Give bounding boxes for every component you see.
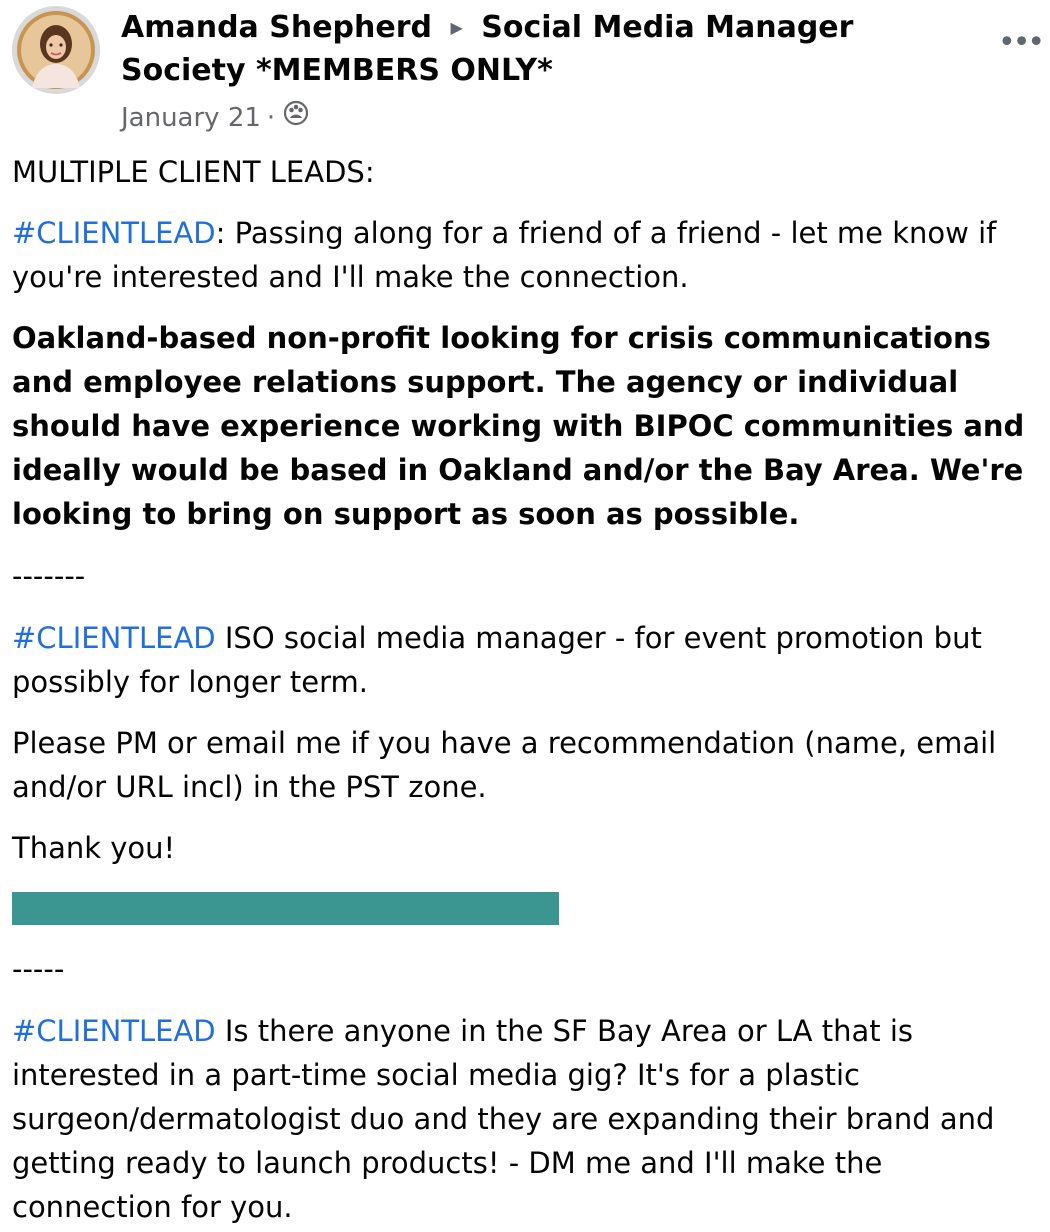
lead-2-instructions: Please PM or email me if you have a recommendation (name, email and/or URL incl) in the PST zone. bbox=[12, 726, 997, 804]
post-header bbox=[0, 0, 1050, 140]
redacted-contact-bar bbox=[12, 892, 559, 925]
more-options-icon[interactable]: ••• bbox=[998, 25, 1043, 60]
group-members-icon bbox=[281, 98, 311, 137]
lead-3 bbox=[12, 1009, 1042, 1229]
group-arrow-icon: ▶ bbox=[450, 18, 463, 37]
post-heading: MULTIPLE CLIENT LEADS: bbox=[12, 155, 375, 189]
author-avatar[interactable] bbox=[12, 6, 100, 94]
lead-2-thanks: Thank you! bbox=[12, 831, 176, 865]
post-body bbox=[12, 150, 1042, 1229]
meta-separator: · bbox=[266, 102, 276, 133]
lead-1-text: : Passing along for a friend of a friend - let me know if you're interested and I'll make the connection. bbox=[12, 216, 997, 294]
divider-1: ------- bbox=[12, 559, 86, 593]
divider-2: ----- bbox=[12, 952, 65, 986]
avatar-photo bbox=[12, 6, 100, 94]
lead-2-intro bbox=[12, 616, 1042, 704]
hashtag-link[interactable]: #CLIENTLEAD bbox=[12, 216, 216, 250]
post-title bbox=[121, 6, 941, 92]
author-name[interactable]: Amanda Shepherd bbox=[121, 10, 433, 45]
lead-2-text: ISO social media manager - for event promotion but possibly for longer term. bbox=[12, 621, 982, 699]
post-date[interactable]: January 21 bbox=[121, 102, 261, 133]
lead-1-intro bbox=[12, 211, 1042, 299]
group-name[interactable]: Social Media Manager Society *MEMBERS ONLY* bbox=[121, 10, 854, 88]
hashtag-link[interactable]: #CLIENTLEAD bbox=[12, 621, 216, 655]
lead-3-text: Is there anyone in the SF Bay Area or LA that is interested in a part-time social media gig? It's for a plastic surgeon/dermatologist duo and they are expanding their brand and getting ready to launch products! - DM me and I'll make the connection for you. bbox=[12, 1014, 995, 1224]
lead-1-details: Oakland-based non-profit looking for crisis communications and employee relations support. The agency or individual should have experience working with BIPOC communities and ideally would be based in Oakland and/or the Bay Area. We're looking to bring on support as soon as possible. bbox=[12, 321, 1025, 531]
hashtag-link[interactable]: #CLIENTLEAD bbox=[12, 1014, 216, 1048]
post-meta bbox=[121, 98, 311, 137]
